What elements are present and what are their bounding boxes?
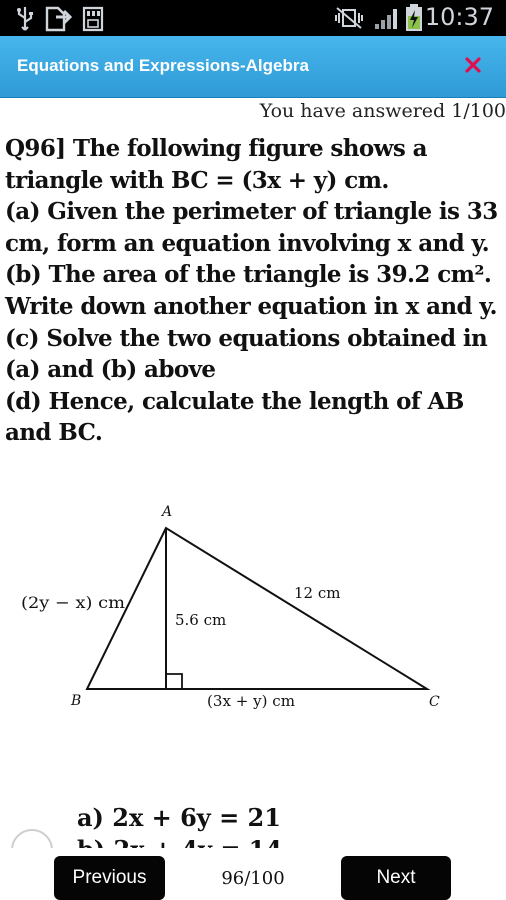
question-line: (b) The area of the triangle is 39.2 cm². (5, 261, 492, 289)
title-bar (0, 36, 506, 98)
question-text (5, 133, 505, 449)
question-line: triangle with BC = (3x + y) cm. (5, 166, 389, 194)
close-icon[interactable] (458, 50, 488, 80)
side-ac-label: 12 cm (294, 584, 341, 602)
app-title: Equations and Expressions-Algebra (17, 56, 309, 75)
triangle-figure (19, 494, 480, 732)
side-ab-label: (2y − x) cm (21, 593, 125, 612)
status-bar (0, 0, 506, 36)
vertex-c-label: C (429, 694, 440, 710)
answer-option-a[interactable]: a) 2x + 6y = 21 (77, 803, 281, 832)
page-indicator: 96/100 (221, 868, 285, 889)
vertex-a-label: A (162, 504, 173, 520)
usb-icon (14, 6, 36, 32)
mute-vibrate-icon (334, 6, 364, 30)
question-line: (a) and (b) above (5, 356, 216, 384)
question-line: and BC. (5, 419, 103, 447)
next-button[interactable]: Next (341, 856, 451, 900)
question-line: Write down another equation in x and y. (5, 292, 497, 320)
question-line: cm, form an equation involving x and y. (5, 229, 490, 257)
signal-icon (373, 6, 403, 30)
question-line: Q96] The following figure shows a (5, 135, 427, 162)
question-line: (c) Solve the two equations obtained in (5, 324, 488, 352)
height-label: 5.6 cm (175, 611, 227, 629)
sd-card-icon (82, 6, 104, 32)
answer-option-b[interactable] (77, 835, 282, 847)
download-done-icon (44, 6, 72, 32)
side-bc-label: (3x + y) cm (207, 692, 295, 710)
clock: 10:37 (424, 3, 494, 31)
progress-text: You have answered 1/100 (259, 100, 506, 122)
question-line: (d) Hence, calculate the length of AB (5, 387, 464, 415)
previous-button[interactable]: Previous (54, 856, 165, 900)
question-line: (a) Given the perimeter of triangle is 33 (5, 198, 498, 226)
vertex-b-label: B (71, 693, 82, 709)
battery-charging-icon (405, 4, 423, 32)
